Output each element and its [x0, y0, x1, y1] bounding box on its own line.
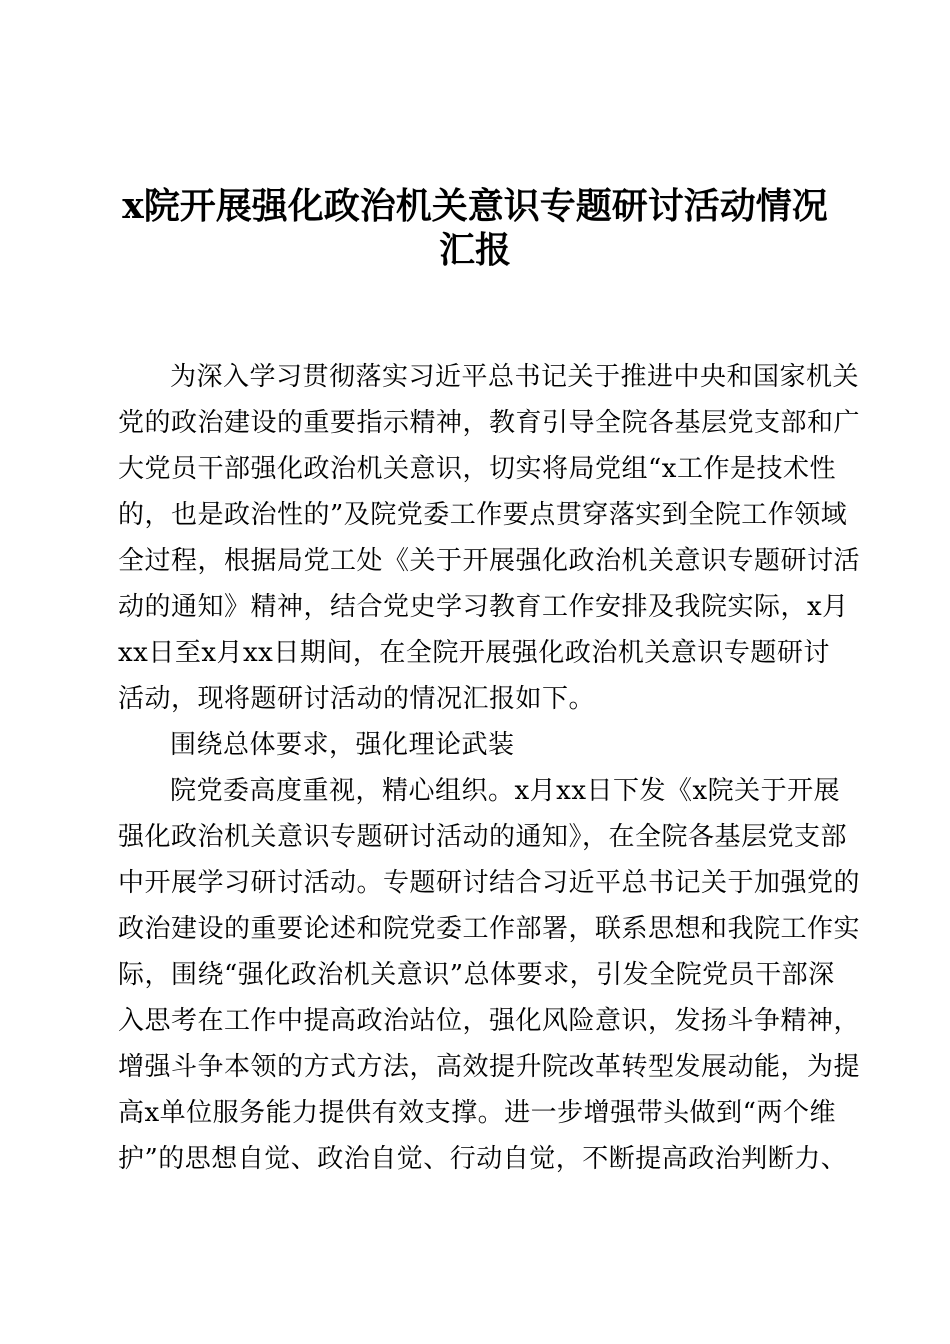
- paragraph-line: 活动，现将题研讨活动的情况汇报如下。: [118, 684, 596, 714]
- paragraph-line: 党的政治建设的重要指示精神，教育引导全院各基层党支部和广: [118, 408, 861, 438]
- paragraph-section-1: [118, 768, 861, 1182]
- paragraph-line: 强化政治机关意识专题研讨活动的通知》，在全院各基层党支部: [118, 822, 848, 852]
- paragraph-line: 为深入学习贯彻落实习近平总书记关于推进中央和国家机关: [170, 362, 860, 392]
- section-heading-text: 围绕总体要求，强化理论武装: [170, 730, 515, 760]
- paragraph-line: 院党委高度重视，精心组织。x月xx日下发《x院关于开展: [170, 776, 841, 806]
- paragraph-line: 护”的思想自觉、政治自觉、行动自觉，不断提高政治判断力、: [118, 1144, 848, 1174]
- paragraph-line: xx日至x月xx日期间，在全院开展强化政治机关意识专题研讨: [118, 638, 830, 668]
- document-title-line-2: 汇报: [438, 229, 511, 271]
- section-heading: [118, 722, 834, 768]
- paragraph-line: 的，也是政治性的”及院党委工作要点贯穿落实到全院工作领域: [118, 500, 848, 530]
- paragraph-line: 动的通知》精神，结合党史学习教育工作安排及我院实际，x月: [118, 592, 849, 622]
- paragraph-line: 增强斗争本领的方式方法，高效提升院改革转型发展动能，为提: [118, 1052, 861, 1082]
- paragraph-line: 中开展学习研讨活动。专题研讨结合习近平总书记关于加强党的: [118, 868, 861, 898]
- paragraph-line: 政治建设的重要论述和院党委工作部署，联系思想和我院工作实: [118, 914, 861, 944]
- paragraph-intro: [118, 354, 861, 722]
- paragraph-line: 全过程，根据局党工处《关于开展强化政治机关意识专题研讨活: [118, 546, 861, 576]
- paragraph-line: 入思考在工作中提高政治站位，强化风险意识，发扬斗争精神，: [118, 1006, 861, 1036]
- paragraph-line: 际，围绕“强化政治机关意识”总体要求，引发全院党员干部深: [118, 960, 835, 990]
- paragraph-line: 大党员干部强化政治机关意识，切实将局党组“x工作是技术性: [118, 454, 836, 484]
- document-title-line-1: x院开展强化政治机关意识专题研讨活动情况: [122, 185, 828, 227]
- paragraph-line: 高x单位服务能力提供有效支撑。进一步增强带头做到“两个维: [118, 1098, 836, 1128]
